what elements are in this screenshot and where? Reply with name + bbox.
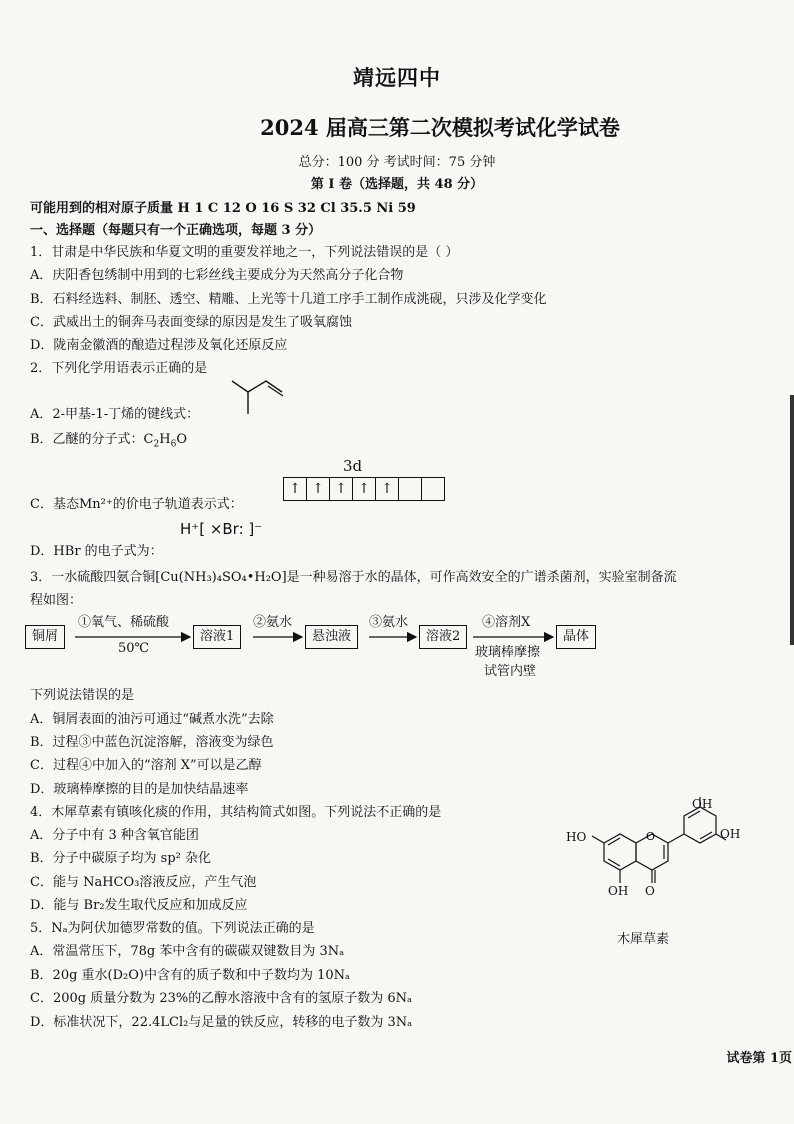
q4-option-d: D．能与 Br₂发生取代反应和加成反应	[30, 898, 248, 913]
flow-step1: ①氧气、稀硫酸	[78, 615, 170, 630]
q4-stem: 4．木犀草素有镇咳化痰的作用，其结构简式如图。下列说法不正确的是	[30, 805, 442, 820]
oh-label-top: OH	[692, 797, 713, 811]
q2-stem: 2．下列化学用语表示正确的是	[30, 361, 208, 376]
q5-option-a: A．常温常压下，78g 苯中含有的碳碳双键数目为 3Nₐ	[30, 944, 345, 959]
q3-option-d: D．玻璃棒摩擦的目的是加快结晶速率	[30, 782, 249, 797]
hbr-electron-formula: H⁺[ ×Br: ]⁻	[180, 520, 263, 538]
orbital-box: ↑	[353, 478, 376, 500]
flow-box-copper: 铜屑	[25, 625, 65, 649]
q1-stem: 1．甘肃是中华民族和华夏文明的重要发祥地之一，下列说法错误的是（ ）	[30, 245, 459, 260]
part-heading: 第 I 卷（选择题，共 48 分）	[310, 177, 484, 192]
q4-option-a: A．分子中有 3 种含氧官能团	[30, 828, 199, 843]
orbital-box: ↑	[307, 478, 330, 500]
q2-option-d: D．HBr 的电子式为：	[30, 544, 163, 559]
flow-box-crystal: 晶体	[556, 625, 596, 649]
ring-oxygen-label: O	[646, 830, 656, 843]
q5-stem: 5．Nₐ为阿伏加德罗常数的值。下列说法正确的是	[30, 921, 315, 936]
orbital-diagram	[283, 477, 445, 501]
flow-box-solution1: 溶液1	[193, 625, 241, 649]
q3-stem-line2: 程如图：	[30, 593, 83, 608]
orbital-box: ↑	[376, 478, 399, 500]
flow-step3: ③氨水	[369, 615, 409, 630]
q2-b-text: B．乙醚的分子式：C	[30, 432, 154, 447]
exam-title: 2024 届高三第二次模拟考试化学试卷	[260, 115, 620, 140]
q5-option-c: C．200g 质量分数为 23%的乙醇水溶液中含有的氢原子数为 6Nₐ	[30, 991, 413, 1006]
flow-step2: ②氨水	[253, 615, 293, 630]
q1-option-b: B．石料经选料、制胚、透空、精雕、上光等十几道工序手工制作成洮砚，只涉及化学变化	[30, 292, 547, 307]
q4-option-b: B．分子中碳原子均为 sp² 杂化	[30, 851, 212, 866]
q3-option-b: B．过程③中蓝色沉淀溶解，溶液变为绿色	[30, 735, 274, 750]
q2-option-a: A．2-甲基-1-丁烯的键线式：	[30, 407, 200, 422]
q5-option-b: B．20g 重水(D₂O)中含有的质子数和中子数均为 10Nₐ	[30, 968, 351, 983]
school-name: 靖远四中	[353, 65, 441, 90]
atomic-masses: 可能用到的相对原子质量 H 1 C 12 O 16 S 32 Cl 35.5 Ni 59	[30, 201, 416, 216]
q1-option-c: C．武威出土的铜奔马表面变绿的原因是发生了吸氧腐蚀	[30, 315, 352, 330]
orbital-box: ↑	[284, 478, 307, 500]
flow-step4-condition1: 玻璃棒摩擦	[475, 645, 541, 660]
q2-b-sub1: 2	[153, 439, 160, 450]
ho-label-left: HO	[566, 830, 587, 844]
q2-b-mid: H	[159, 432, 171, 447]
orbital-box	[422, 478, 444, 500]
orbital-box	[399, 478, 422, 500]
q3-option-c: C．过程④中加入的“溶剂 X”可以是乙醇	[30, 758, 262, 773]
flow-diagram	[0, 600, 794, 690]
section-heading: 一、选择题（每题只有一个正确选项，每题 3 分）	[30, 223, 322, 238]
q2-option-c: C．基态Mn²⁺的价电子轨道表示式：	[30, 497, 243, 512]
oh-label-right: OH	[720, 827, 741, 841]
molecule-name: 木犀草素	[617, 932, 670, 947]
orbital-box: ↑	[330, 478, 353, 500]
q2-option-b	[30, 428, 187, 450]
q1-option-a: A．庆阳香包绣制中用到的七彩丝线主要成分为天然高分子化合物	[30, 268, 404, 283]
flow-box-solution2: 溶液2	[419, 625, 467, 649]
carbonyl-oxygen-label: O	[645, 884, 655, 898]
skeletal-formula-diagram	[230, 378, 290, 418]
flow-step1-condition: 50℃	[118, 641, 150, 656]
exam-meta: 总分：100 分 考试时间：75 分钟	[298, 155, 496, 170]
orbital-label: 3d	[343, 457, 363, 475]
q4-option-c: C．能与 NaHCO₃溶液反应，产生气泡	[30, 875, 257, 890]
flow-step4: ④溶剂X	[482, 615, 531, 630]
flow-step4-condition2: 试管内壁	[484, 664, 537, 679]
q1-option-d: D．陇南金徽酒的酿造过程涉及氧化还原反应	[30, 338, 288, 353]
flow-box-suspension: 悬浊液	[305, 625, 358, 649]
scan-edge	[790, 395, 794, 645]
q2-b-sub2: 6	[170, 439, 177, 450]
q3-option-a: A．铜屑表面的油污可通过“碱煮水洗”去除	[30, 712, 274, 727]
page-footer: 试卷第 1页	[726, 1051, 792, 1066]
q2-b-end: O	[176, 432, 187, 447]
q5-option-d: D．标准状况下，22.4LCl₂与足量的铁反应，转移的电子数为 3Nₐ	[30, 1015, 413, 1030]
q3-stem-line1: 3．一水硫酸四氨合铜[Cu(NH₃)₄SO₄•H₂O]是一种易溶于水的晶体，可作高效安全的广谱杀菌剂，实验室制备流	[30, 570, 677, 585]
oh-label-bottom: OH	[608, 884, 629, 898]
luteolin-structure-diagram	[560, 795, 750, 925]
q3-ask: 下列说法错误的是	[30, 688, 135, 703]
